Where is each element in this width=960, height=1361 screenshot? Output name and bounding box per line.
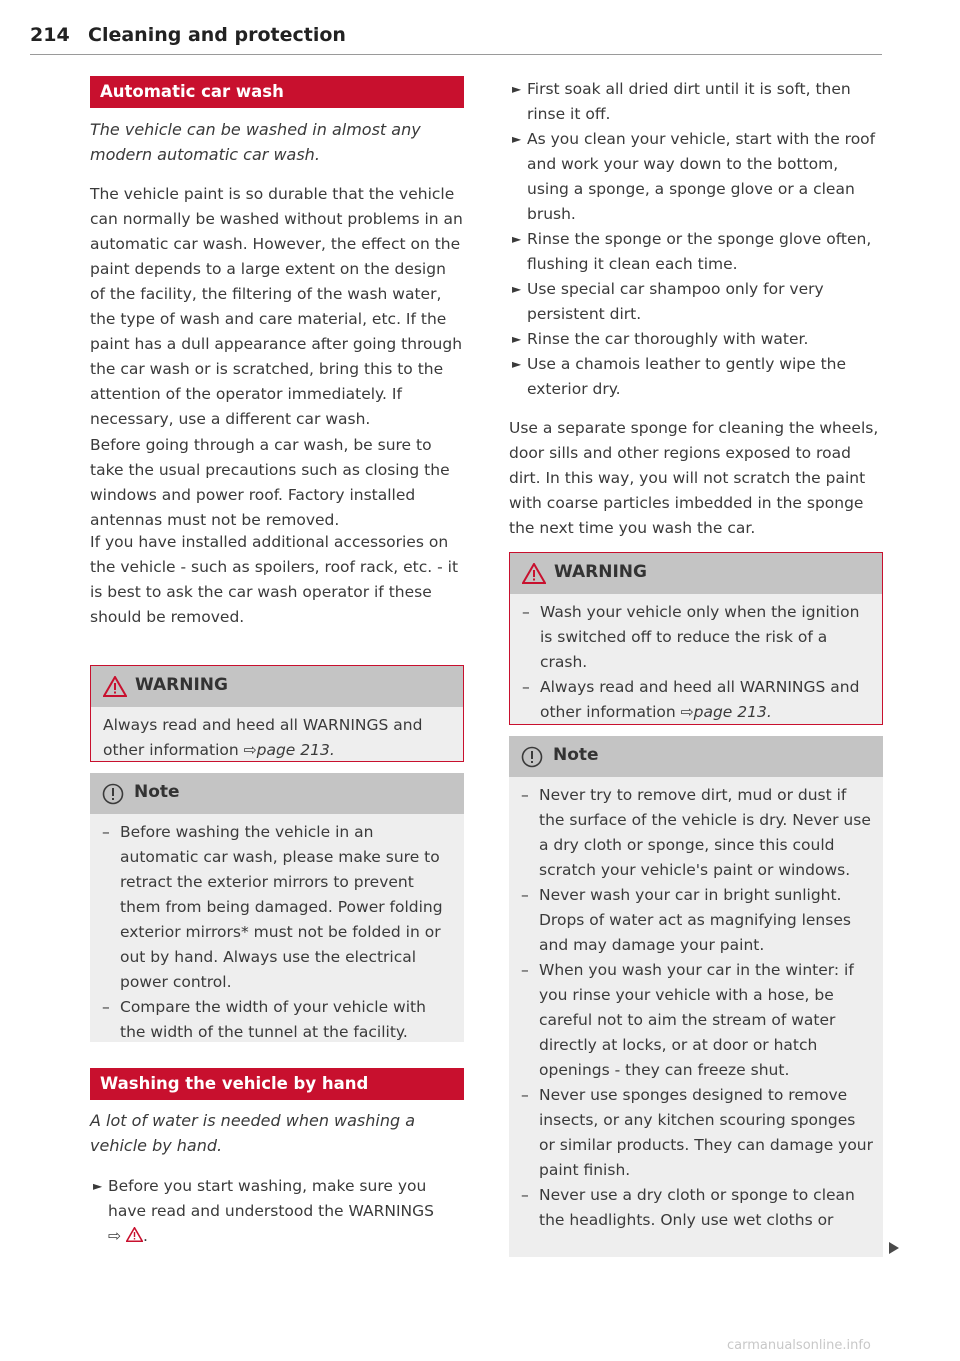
list-item: – Never use sponges designed to remove insects, or any kitchen scouring sponges or similar products. They can damage your paint finish. [521,1086,874,1179]
list-item: – Wash your vehicle only when the ignition is switched off to reduce the risk of a crash. [522,603,860,671]
warning-triangle-icon [126,1227,143,1242]
chapter-title: Cleaning and protection [88,24,346,46]
note-box [509,736,883,1257]
note-box [90,773,464,1042]
note-label: Note [134,782,180,802]
bullet-item: ► Use a chamois leather to gently wipe the exterior dry. [509,352,883,402]
warning-box [90,665,464,762]
warning-body [510,594,882,731]
list-item: – Compare the width of your vehicle with the width of the tunnel at the facility. [102,998,426,1041]
info-circle-icon [521,746,543,768]
page-header [30,24,882,55]
bullet-item: ► As you clean your vehicle, start with the roof and work your way down to the bottom, using a sponge, a sponge glove or a clean brush. [509,127,883,227]
warning-box [509,552,883,725]
note-body [509,777,883,1239]
warning-body: Always read and heed all WARNINGS and other information ⇨page 213. [103,716,423,759]
warning-header [91,666,463,707]
bullet-arrow-icon: ► [512,82,522,96]
bullet-item: ► Use special car shampoo only for very persistent dirt. [509,277,883,327]
bullet-item: ► First soak all dried dirt until it is soft, then rinse it off. [509,77,883,127]
list-item: – Always read and heed all WARNINGS and other information ⇨page 213. [522,678,860,721]
note-label: Note [553,745,599,765]
bullet-arrow-icon: ► [512,282,522,296]
bullet-arrow-icon: ► [512,132,522,146]
warning-triangle-icon [103,676,127,697]
bullet-arrow-icon: ► [512,357,522,371]
bullet-item: ► Before you start washing, make sure you have read and understood the WARNINGS ⇨ . [90,1174,464,1249]
section-title-automatic-car-wash: Automatic car wash [90,76,464,108]
note-header [509,736,883,777]
bullet-arrow-icon: ► [512,332,522,346]
page-number: 214 [30,24,70,46]
info-circle-icon [102,783,124,805]
section-intro: A lot of water is needed when washing a vehicle by hand. [90,1111,416,1155]
bullet-arrow-icon: ► [93,1179,103,1193]
warning-label: WARNING [135,675,228,695]
continue-arrow-icon [888,1241,900,1255]
paragraph: Before going through a car wash, be sure to take the usual precautions such as closing the windows and power roof. Factory installed antennas must not be removed. [90,436,450,529]
list-item: – Before washing the vehicle in an automatic car wash, please make sure to retract the exterior mirrors to prevent them from being damaged. Power folding exterior mirrors* must not be folded in or out by hand. Always use the electrical power control. [102,823,443,991]
bullet-item: ► Rinse the car thoroughly with water. [509,327,883,352]
section-intro: The vehicle can be washed in almost any modern automatic car wash. [90,120,421,164]
note-header [90,773,464,814]
list-item: – Never use a dry cloth or sponge to clean the headlights. Only use wet cloths or [521,1186,855,1229]
list-item: – When you wash your car in the winter: if you rinse your vehicle with a hose, be careful not to aim the stream of water directly at locks, or at door or hatch openings - they can freeze shut. [521,961,854,1079]
list-item: – Never wash your car in bright sunlight. Drops of water act as magnifying lenses and may damage your paint. [521,886,851,954]
page-reference: ⇨page 213. [243,741,335,759]
paragraph: Use a separate sponge for cleaning the wheels, door sills and other regions exposed to road dirt. In this way, you will not scratch the paint with coarse particles imbedded in the sponge the next time you wash the car. [509,419,879,537]
paragraph: If you have installed additional accessories on the vehicle - such as spoilers, roof rack, etc. - it is best to ask the car wash operator if these should be removed. [90,533,459,626]
list-item: – Never try to remove dirt, mud or dust if the surface of the vehicle is dry. Never use a dry cloth or sponge, since this could scratch your vehicle's paint or windows. [521,786,871,879]
paragraph: The vehicle paint is so durable that the vehicle can normally be washed without problems in an automatic car wash. However, the effect on the paint depends to a large extent on the design of the facility, the filtering of the wash water, the type of wash and care material, etc. If the paint has a dull appearance after going through the car wash or is scratched, bring this to the attention of the operator immediately. If necessary, use a different car wash. [90,185,463,428]
bullet-item: ► Rinse the sponge or the sponge glove often, flushing it clean each time. [509,227,883,277]
section-title-washing-by-hand: Washing the vehicle by hand [90,1068,464,1100]
page-reference: ⇨page 213. [680,703,772,721]
warning-triangle-icon [522,563,546,584]
bullet-arrow-icon: ► [512,232,522,246]
warning-label: WARNING [554,562,647,582]
watermark: carmanualsonline.info [727,1338,871,1353]
warning-header [510,553,882,594]
note-body [90,814,464,1051]
